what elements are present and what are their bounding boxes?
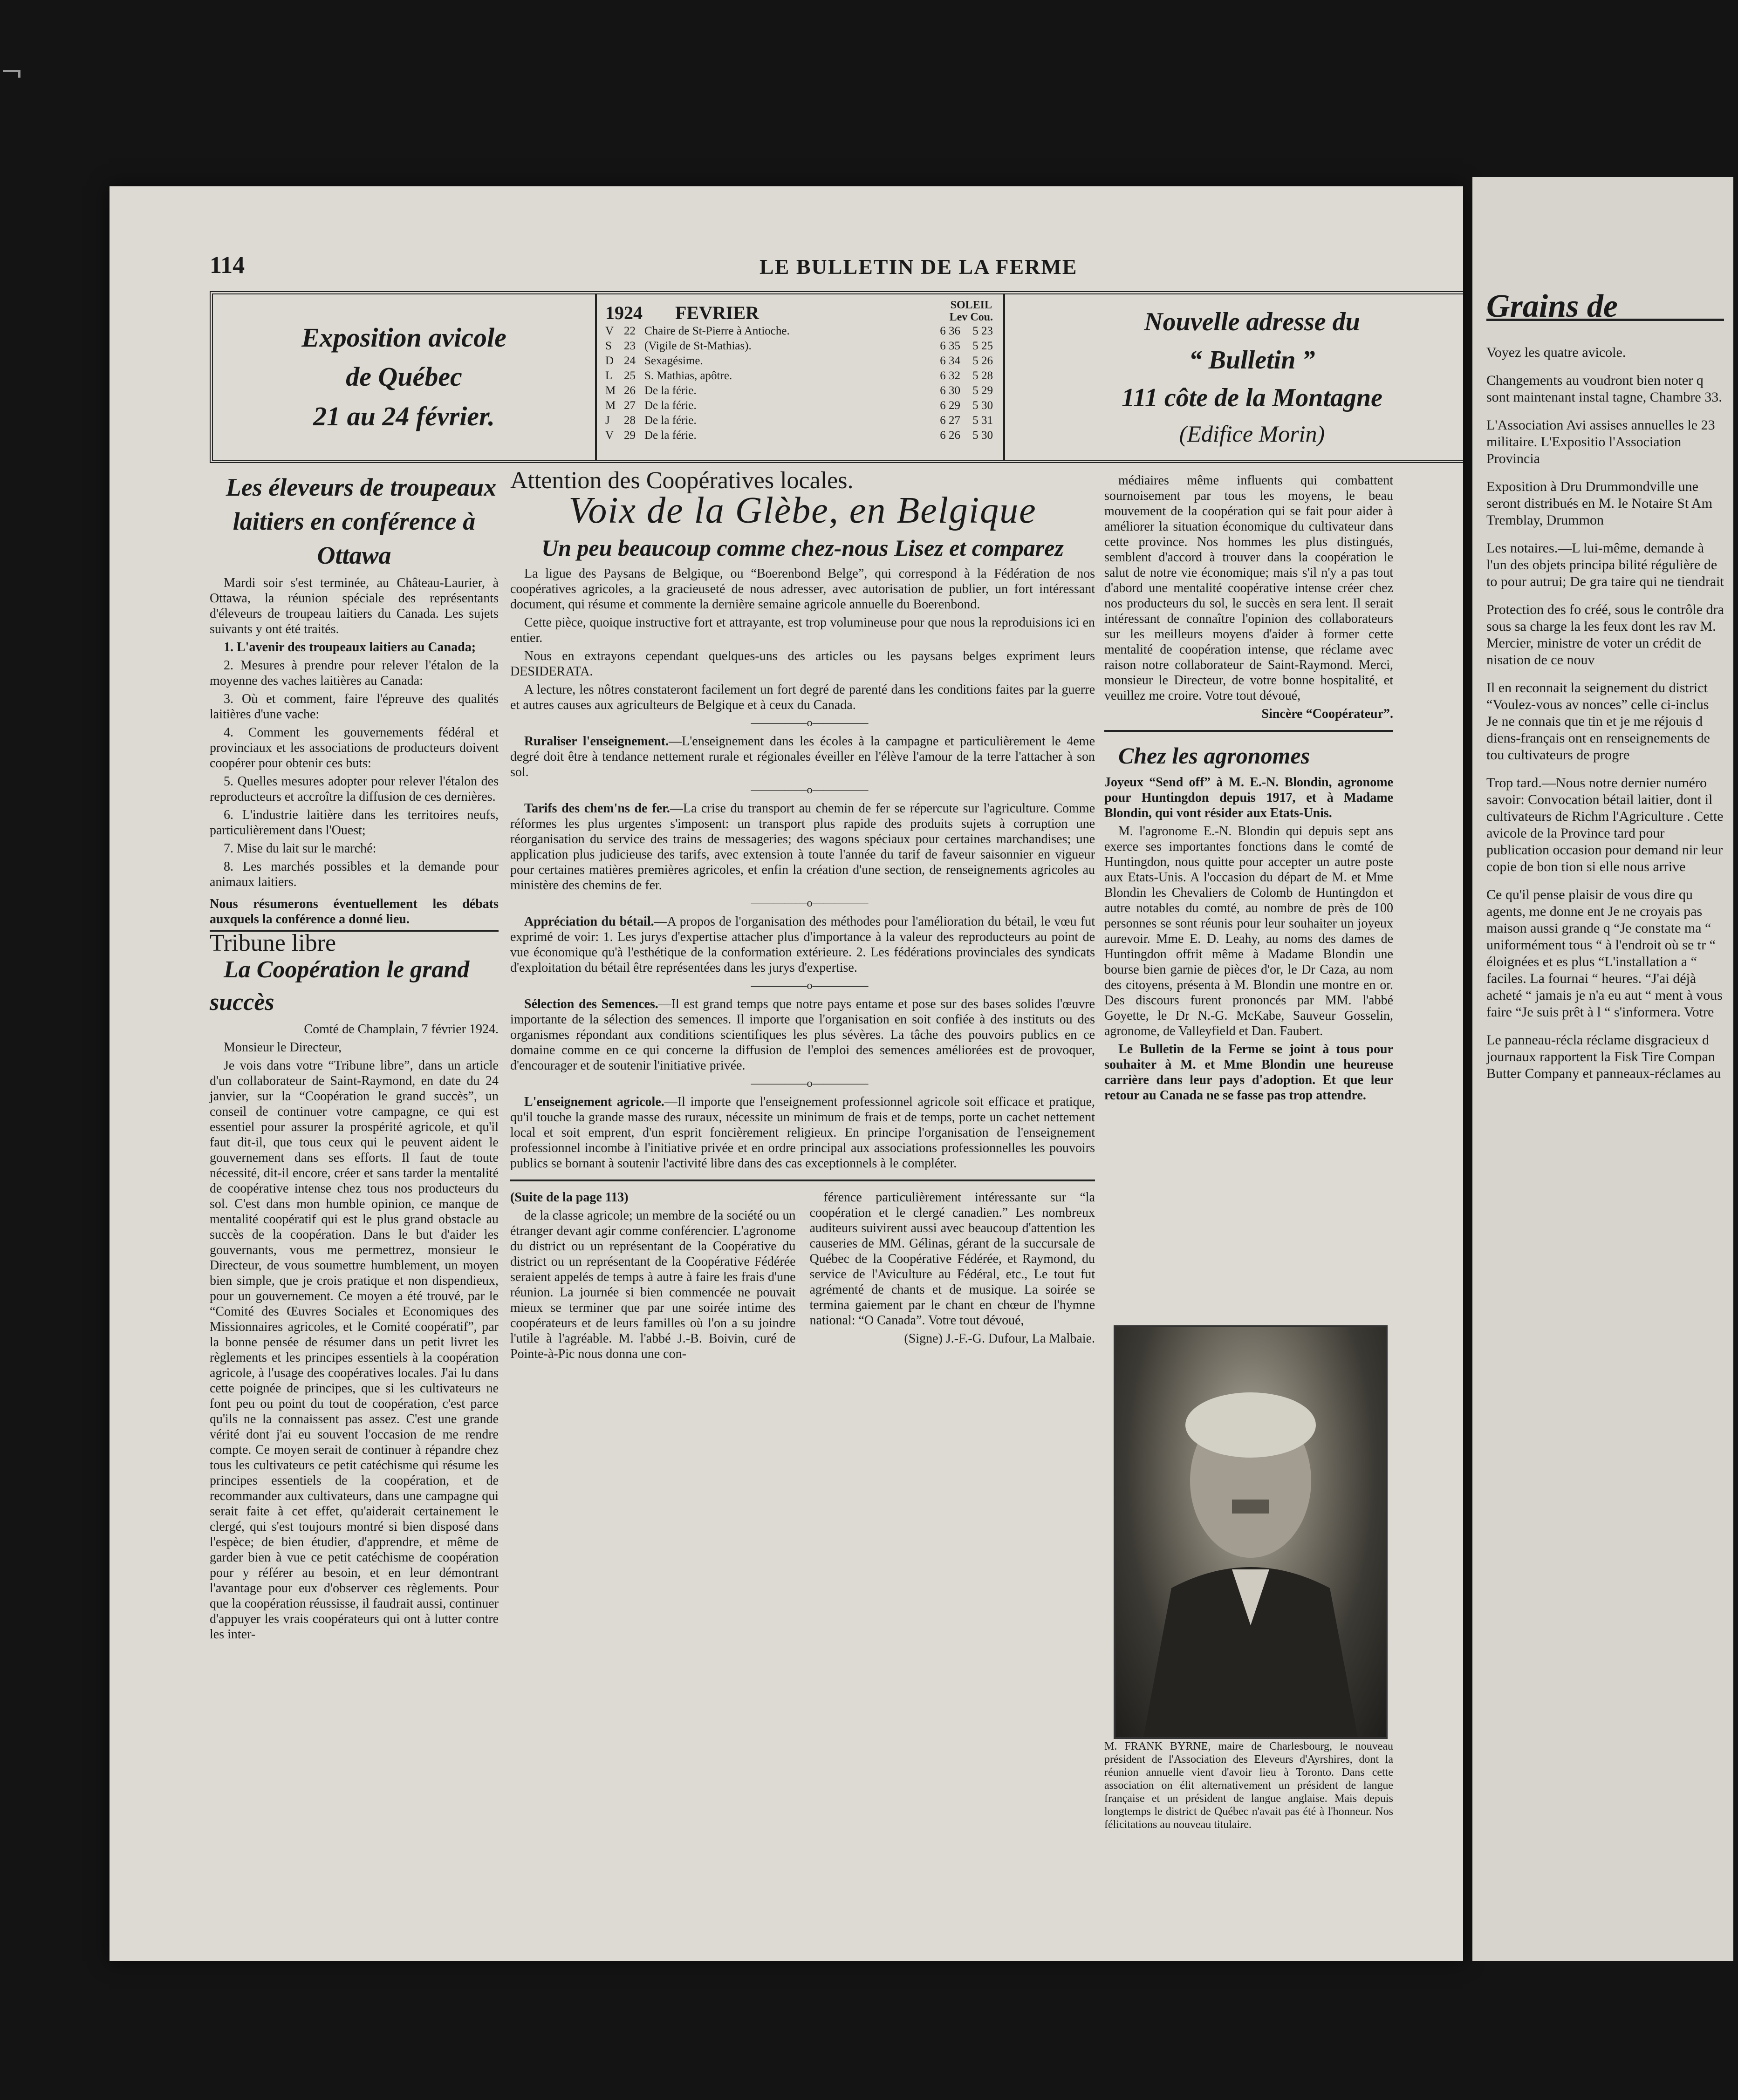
adjacent-paragraph: Le panneau-récla réclame disgracieux d journaux rapportent la Fisk Tire Compan Butter Company et panneaux-réclames au [1486, 1032, 1721, 1081]
calendar-row [605, 398, 993, 413]
address-line-2: “ Bulletin ” [1189, 345, 1315, 375]
grains-heading: Grains de [1486, 298, 1724, 321]
calendar-cell: V [605, 324, 614, 337]
adjacent-paragraph: Voyez les quatre avicole. [1486, 345, 1626, 360]
cou-label: Cou. [970, 311, 993, 324]
belgium-section-title: Sélection des Semences. [524, 997, 658, 1011]
calendar-cell: Chaire de St-Pierre à Antioche. [644, 324, 790, 337]
calendar-cell: 6 27 [940, 414, 960, 427]
dairy-closing: Nous résumerons éventuellement les débats auxquels la conférence a donné lieu. [210, 896, 499, 927]
belgium-section-text: —La crise du transport au chemin de fer se répercute sur l'agriculture. Comme réformes les plus urgentes s'imposent: un transport plus rapide des produits sujets à corruption une réorganisation du service des trains de messageries; des wagons spéciaux pour certaines marchandises; une application plus judicieuse des tarifs, avec extension à toute l'année du tarif de faveur saisonnier en vigueur pour certaines matières premières agricoles, et enfin la création d'une section, de renseignements agricoles au ministère des chemins de fer. [510, 801, 1095, 893]
belgium-section [510, 996, 1095, 1073]
exhibition-line-3: 21 au 24 février. [313, 401, 495, 431]
belgium-section-title: Tarifs des chem'ns de fer. [524, 801, 670, 816]
adjacent-paragraph: Protection des fo créé, sous le contrôle dra sous sa charge la les feux dont les rav M. Mercier, ministre de voter un crédit de nisation de ce nouv [1486, 602, 1724, 668]
calendar-cell: 5 26 [972, 354, 993, 367]
calendar-header [605, 299, 993, 324]
adjacent-paragraph: Les notaires.—L lui-même, demande à l'un des objets principa bilité régulière de to pour autrui; De gra taire qui ne tiendrait [1486, 540, 1724, 589]
calendar-year: 1924 [605, 302, 643, 323]
scan-corner-glyph: ¬ [0, 56, 24, 89]
dairy-topic-item: 7. Mise du lait sur le marché: [224, 841, 376, 856]
calendar-cell: 26 [624, 384, 636, 397]
belgium-intro [510, 566, 1095, 713]
belgium-article-subtitle: Un peu beaucoup comme chez-nous Lisez et comparez [541, 535, 1064, 561]
top-banner [210, 291, 1463, 463]
cooperatives-kicker: Attention des Coopératives locales. [510, 467, 854, 494]
calendar-row [605, 383, 993, 398]
adjacent-paragraph: Exposition à Dru Drummondville une seront distribués en M. le Notaire St Am Tremblay, Drummon [1486, 479, 1712, 528]
letter-continuation: médiaires même influents qui combattent sournoisement par tous les moyens, le beau mouvement de la coopération qui se fait pour aider à améliorer la situation économique du cultivateur dans cette province. Nos hommes les plus distingués, semblent d'accord à trouver dans la coopération le salut de notre vie économique; mais s'il n'y a pas tout d'abord une mentalité coopérative intense créer chez nos producteurs du sol, le succès en sera lent. Il serait intéressant de connaître l'opinion des collaborateurs sur les meilleurs moyens d'aider à former cette mentalité de coopération intense, que réclame avec raison notre collaborateur de Saint-Raymond. Merci, monsieur le Directeur, de votre bonne hospitalité, et veuillez me croire. Votre tout dévoué, [1104, 473, 1393, 703]
suite-rule [510, 1180, 1095, 1181]
adjacent-paragraph: L'Association Avi assises annuelles le 23 militaire. L'Expositio l'Association Provincia [1486, 417, 1715, 466]
calendar-cell: 25 [624, 369, 636, 382]
belgium-section-title: Appréciation du bétail. [524, 914, 654, 929]
portrait-caption: M. FRANK BYRNE, maire de Charlesbourg, le nouveau président de l'Association des Eleveurs d'Ayrshires, dont la réunion annuelle vient d'avoir lieu à Toronto. Dans cette association on élit alternativement un président de langue française et un président de langue anglaise. Mais depuis longtemps le district de Québec n'avait pas été à l'honneur. Nos félicitations au nouveau titulaire. [1104, 1740, 1393, 1831]
adjacent-page-content [1472, 288, 1733, 1082]
calendar-cell: 5 31 [972, 414, 993, 427]
belgium-intro-paragraph: Nous en extrayons cependant quelques-uns des articles ou les paysans belges expriment leurs DESIDERATA. [510, 649, 1095, 679]
belgium-section-text: —A propos de l'organisation des méthodes pour l'amélioration du bétail, le vœu fut exprimé de voir: 1. Les jurys d'expertise attacher plus d'importance à la valeur des reproducteurs au point de vue économique qu'à l'esthétique de la conformation extérieure. 2. Les fédérations provinciales des syndicats d'exploitation du bétail être représentées dans les jurys d'expertise. [510, 914, 1095, 975]
calendar-cell: 6 26 [940, 429, 960, 442]
calendar-cell: 6 35 [940, 339, 960, 352]
agronomes-heading: Chez les agronomes [1118, 743, 1310, 769]
calendar-cell: S. Mathias, apôtre. [644, 369, 732, 382]
belgium-section-title: Ruraliser l'enseignement. [524, 734, 669, 749]
belgium-intro-paragraph: Cette pièce, quoique instructive fort et attrayante, est trop volumineuse pour que nous la reproduisions ici en entier. [510, 615, 1095, 645]
portrait-figure [1115, 1327, 1386, 1737]
soleil-label: SOLEIL [950, 299, 992, 311]
page-number: 114 [210, 252, 245, 279]
calendar-cell: 6 29 [940, 399, 960, 412]
calendar-rows [605, 324, 993, 443]
belgium-sections [510, 716, 1095, 1171]
agronomes-lede: Joyeux “Send off” à M. E.-N. Blondin, agronome pour Huntingdon depuis 1917, et à Madame Blondin, qui vont résider aux Etats-Unis. [1104, 775, 1393, 820]
calendar-row [605, 354, 993, 368]
tribune-libre-heading: Tribune libre [210, 930, 499, 951]
dairy-topic-item: 6. L'industrie laitière dans les territoires neufs, particulièrement dans l'Ouest; [210, 807, 499, 838]
lev-label: Lev [949, 311, 968, 324]
calendar-cell: 5 30 [972, 429, 993, 442]
calendar-sun-header [950, 299, 993, 324]
belgium-article-title: Voix de la Glèbe, en Belgique [568, 490, 1037, 531]
dairy-topic-item: 3. Où et comment, faire l'épreuve des qualités laitières d'une vache: [210, 691, 499, 722]
suite-signature: (Signe) J.-F.-G. Dufour, La Malbaie. [904, 1331, 1095, 1346]
calendar-cell: 6 34 [940, 354, 960, 367]
newspaper-page [109, 186, 1463, 1961]
calendar-cell: 24 [624, 354, 636, 367]
cooperation-title: La Coopération le grand succès [210, 956, 470, 1016]
section-separator: —————o————— [751, 1077, 869, 1090]
belgium-intro-paragraph: La ligue des Paysans de Belgique, ou “Boerenbond Belge”, qui correspond à la Fédération de nos coopératives agricoles, a la gracieuseté de nous adresser, avec autorisation de publier, un fort intéressant document, qui résume et commente la dernière semaine agricole annuelle du Boerenbond. [510, 566, 1095, 612]
belgium-section-text: —L'enseignement dans les écoles à la campagne et particulièrement le 4eme degré doit être à tendance nettement rurale et régionales éveiller en l'élève l'amour de la terre l'attacher à son sol. [510, 734, 1095, 779]
exhibition-line-2: de Québec [346, 361, 462, 392]
letter-dateline: Comté de Champlain, 7 février 1924. [304, 1022, 499, 1037]
calendar-cell: 5 25 [972, 339, 993, 352]
calendar-cell: S [605, 339, 612, 352]
letter-signature: Sincère “Coopérateur”. [1261, 707, 1393, 721]
calendar-cell: 5 30 [972, 399, 993, 412]
calendar-cell: De la férie. [644, 414, 697, 427]
calendar-cell: De la férie. [644, 384, 697, 397]
calendar-cell: 5 23 [972, 324, 993, 337]
calendar-row [605, 368, 993, 383]
calendar-cell: 23 [624, 339, 636, 352]
column-1 [210, 470, 499, 1645]
dairy-topics-list [210, 640, 499, 890]
calendar-cell: 5 28 [972, 369, 993, 382]
dairy-topic-item: 4. Comment les gouvernements fédéral et provinciaux et les associations de producteurs doivent coopérer pour obtenir ces buts: [210, 725, 499, 770]
belgium-section [510, 801, 1095, 893]
calendar-cell: 28 [624, 414, 636, 427]
agronomes-close: Le Bulletin de la Ferme se joint à tous pour souhaiter à M. et Mme Blondin une heureuse carrière dans leur pays d'adoption. Et que leur retour au Canada ne se fasse pas trop attendre. [1104, 1042, 1393, 1103]
portrait-photo [1114, 1325, 1388, 1739]
adjacent-paragraph: Trop tard.—Nous notre dernier numéro savoir: Convocation bétail laitier, dont il cultivateurs de Richm l'Agriculture . Cette avicole de la Province tard pour publication occasion pour demand nir leur copie de bon tion si elle nous arrive [1486, 775, 1724, 874]
belgium-section [510, 914, 1095, 975]
dairy-topic-item: 1. L'avenir des troupeaux laitiers au Canada; [224, 640, 476, 655]
belgium-section [510, 1094, 1095, 1171]
dairy-topic-item: 8. Les marchés possibles et la demande pour animaux laitiers. [210, 859, 499, 889]
agronomes-rule [1104, 730, 1393, 732]
adjacent-page [1472, 177, 1733, 1961]
address-line-4: (Edifice Morin) [1179, 421, 1325, 447]
belgium-intro-paragraph: A lecture, les nôtres constateront facilement un fort degré de parenté dans les conditions faites par la guerre et autres causes aux agriculteurs de Belgique et à ceux du Canada. [510, 682, 1095, 712]
dairy-topic-item: 2. Mesures à prendre pour relever l'étalon de la moyenne des vaches laitières au Canada: [210, 658, 499, 688]
calendar-box [595, 294, 1005, 460]
column-3 [1104, 473, 1393, 1106]
calendar-cell: (Vigile de St-Mathias). [644, 339, 752, 352]
calendar-cell: M [605, 384, 616, 397]
address-notice [1005, 294, 1463, 460]
dairy-conference-headline: Les éleveurs de troupeaux laitiers en conférence à Ottawa [226, 473, 497, 569]
adjacent-paragraph: Changements au voudront bien noter q sont maintenant instal tagne, Chambre 33. [1486, 373, 1722, 405]
exhibition-line-1: Exposition avicole [301, 322, 506, 353]
adjacent-paragraph: Il en reconnait la seignement du district “Voulez-vous av nonces” celle ci-inclus Je ne connais que tin et je me réjouis d diens-français ont en renseignements de tou cultivateurs de progre [1486, 680, 1710, 763]
calendar-cell: D [605, 354, 614, 367]
suite-label: (Suite de la page 113) [510, 1190, 629, 1205]
calendar-row [605, 428, 993, 443]
section-separator: —————o————— [751, 784, 869, 796]
section-separator: —————o————— [751, 897, 869, 909]
calendar-cell: 22 [624, 324, 636, 337]
belgium-section-text: —Il importe que l'enseignement professionnel agricole soit efficace et pratique, qu'il touche la grande masse des ruraux, nécessite un minimum de frais et de temps, porte un cachet nettement local et soit emprent, d'un esprit foncièrement religieux. En principe l'organisation de l'enseignement professionnel incombe à l'initiative privée et en ordre principal aux associations professionnelles les pouvoirs publics se bornant à soutenir l'activité libre dans des cas exceptionnels à le compléter. [510, 1095, 1095, 1171]
calendar-cell: 6 30 [940, 384, 960, 397]
suite-text-b: férence particulièrement intéressante sur “la coopération et le clergé canadien.” Les nombreux auditeurs suivirent aussi avec beaucoup d'attention les causeries de MM. Gélinas, gérant de la succursale de Québec de la Coopérative Fédérée, et Raymond, du service de l'Aviculture au Fédéral, etc., Le tout fut agrémenté de chants et de musique. La soirée se termina gaiement par le chant en chœur de l'hymne national: “O Canada”. Votre tout dévoué, [809, 1190, 1095, 1328]
column-2 [510, 467, 1095, 1364]
agronomes-body: M. l'agronome E.-N. Blondin qui depuis sept ans exerce ses importantes fonctions dans le comté de Huntingdon, nous quitte pour accepter un autre poste aux Etats-Unis. A l'occasion du départ de M. et Mme Blondin les Chevaliers de Colomb de Huntingdon et autre notables du comté, au nombre de près de 100 personnes se sont réunis pour leur souhaiter un joyeux aurevoir. Mme E. D. Leahy, au noms des dames de Huntingdon offrit même à Madame Blondin une bourse bien garnie de pièces d'or, le Dr Caza, au nom des citoyens, présenta à M. Blondin une montre en or. Des discours furent prononcés par MM. l'abbé Goyette, le Dr N.-G. McKabe, Sauveur Gosselin, agronome, de Valleyfield et Dan. Faubert. [1104, 824, 1393, 1038]
suite-block [510, 1190, 1095, 1364]
letter-body: Je vois dans votre “Tribune libre”, dans un article d'un collaborateur de Saint-Raymond, en date du 24 janvier, sur la “Coopération le grand succès”, un conseil de continuer votre campagne, ce qui est essentiel pour assurer la prospérité agricole, et qu'il faut dit-il, que tous ceux qui le peuvent aident le gouvernement dans ses efforts. Il faut de toute nécessité, dit-il encore, créer et sans tarder la mentalité de coopérative intense chez tous nos producteurs du sol. C'est dans mon humble opinion, ce manque de mentalité coopératif qui est le plus grand obstacle au succès de la coopération. Dans le but d'aider les gouvernants, vous me permettrez, monsieur le Directeur, de vous soumettre humblement, un moyen bien simple, que je crois pratique et non dispendieux, pour un gouvernement. Ce moyen a été trouvé, par le “Comité des Œuvres Sociales et Economiques des Missionnaires agricoles, et le Comité coopératif”, par la bonne pensée de résumer dans un petit livret les règlements et les principes essentiels à la coopération agricole, à l'usage des coopératives locales. J'ai lu dans cette poignée de principes, que si les cultivateurs ne font peu ou point du tout de coopération, c'est parce qu'ils ne la connaissent pas assez. C'est une grande vérité dont j'ai eu souvent l'occasion de me rendre compte. Ce moyen serait de continuer à répandre chez tous les cultivateurs ce petit catéchisme qui résume les principes essentiels de la coopération, et de recommander aux cultivateurs, dans une campagne qui serait faite à cet effet, qu'aiderait certainement le clergé, qui s'est toujours montré si bien disposé dans l'espèce; de bien étudier, d'apprendre, et même de garder bien à vue ce petit catéchisme de coopération pour y référer au besoin, et en leur démontrant l'avantage pour eux d'observer ces règlements. Pour que la coopération réussisse, il faudrait aussi, continuer d'appuyer les vrais coopérateurs qui ont à lutter contre les inter- [210, 1058, 499, 1642]
calendar-cell: De la férie. [644, 399, 697, 412]
suite-column-a [510, 1190, 796, 1364]
calendar-cell: J [605, 414, 610, 427]
adjacent-paragraph: Ce qu'il pense plaisir de vous dire qu agents, me donne ent Je ne croyais pas maison aussi grande q “Je constate ma “ uniformément tous “ à l'endroit où se tr “ éloignées et es plus “L'installation a “ faciles. La fournai “ heures. “J'ai déjà acheté “ jamais je n'a eu aut “ ment à vous faire “Je suis prêt à l “ s'informera. Votre [1486, 887, 1723, 1020]
suite-text-a: de la classe agricole; un membre de la société ou un étranger devant agir comme conférencier. L'agronome du district ou un représentant de la Coopérative du district ou un représentant de la Coopérative Fédérée seraient appelés de temps à autre à faire les frais d'une réunion. La journée si bien commencée ne pouvait mieux se terminer que par une soirée intime des coopérateurs et de leurs familles où l'on a su joindre l'utile à l'agréable. M. l'abbé J.-B. Boivin, curé de Pointe-à-Pic nous donna une con- [510, 1208, 796, 1361]
calendar-cell: 27 [624, 399, 636, 412]
publication-title: LE BULLETIN DE LA FERME [760, 255, 1078, 279]
belgium-section-title: L'enseignement agricole. [524, 1095, 664, 1109]
calendar-row [605, 413, 993, 428]
calendar-cell: 5 29 [972, 384, 993, 397]
dairy-conference-intro: Mardi soir s'est terminée, au Château-Laurier, à Ottawa, la réunion spéciale des représentants d'éleveurs de troupeau laitiers du Canada. Les sujets suivants y ont été traités. [210, 575, 499, 636]
calendar-cell: M [605, 399, 616, 412]
calendar-cell: Sexagésime. [644, 354, 703, 367]
section-separator: —————o————— [751, 980, 869, 992]
letter-salutation: Monsieur le Directeur, [224, 1040, 342, 1055]
calendar-cell: L [605, 369, 613, 382]
dairy-topic-item: 5. Quelles mesures adopter pour relever l'étalon des reproducteurs et accroître la diffusion de ces dernières. [210, 774, 499, 804]
calendar-cell: V [605, 429, 614, 442]
address-line-3: 111 côte de la Montagne [1122, 383, 1382, 412]
calendar-cell: 29 [624, 429, 636, 442]
calendar-row [605, 324, 993, 339]
calendar-cell: De la férie. [644, 429, 697, 442]
section-separator: —————o————— [751, 717, 869, 729]
calendar-cell: 6 32 [940, 369, 960, 382]
calendar-row [605, 339, 993, 354]
calendar-month: FEVRIER [675, 302, 760, 323]
belgium-section-text: —Il est grand temps que notre pays entame et pose sur des bases solides l'œuvre importante de la sélection des semences. Il importe que l'organisation en soit confiée à des instituts ou des organismes répondant aux conditions scientifiques les plus sévères. La tâche des pouvoirs publics en ce domaine comme en ce qui concerne la diffusion de l'emploi des semences améliorées est de provoquer, d'encourager et de soutenir l'initiative privée. [510, 997, 1095, 1073]
calendar-cell: 6 36 [940, 324, 960, 337]
belgium-section [510, 734, 1095, 780]
exhibition-notice [213, 294, 597, 460]
suite-column-b [810, 1190, 1095, 1364]
address-line-1: Nouvelle adresse du [1144, 307, 1360, 337]
adjacent-page-paragraphs [1486, 344, 1724, 1082]
